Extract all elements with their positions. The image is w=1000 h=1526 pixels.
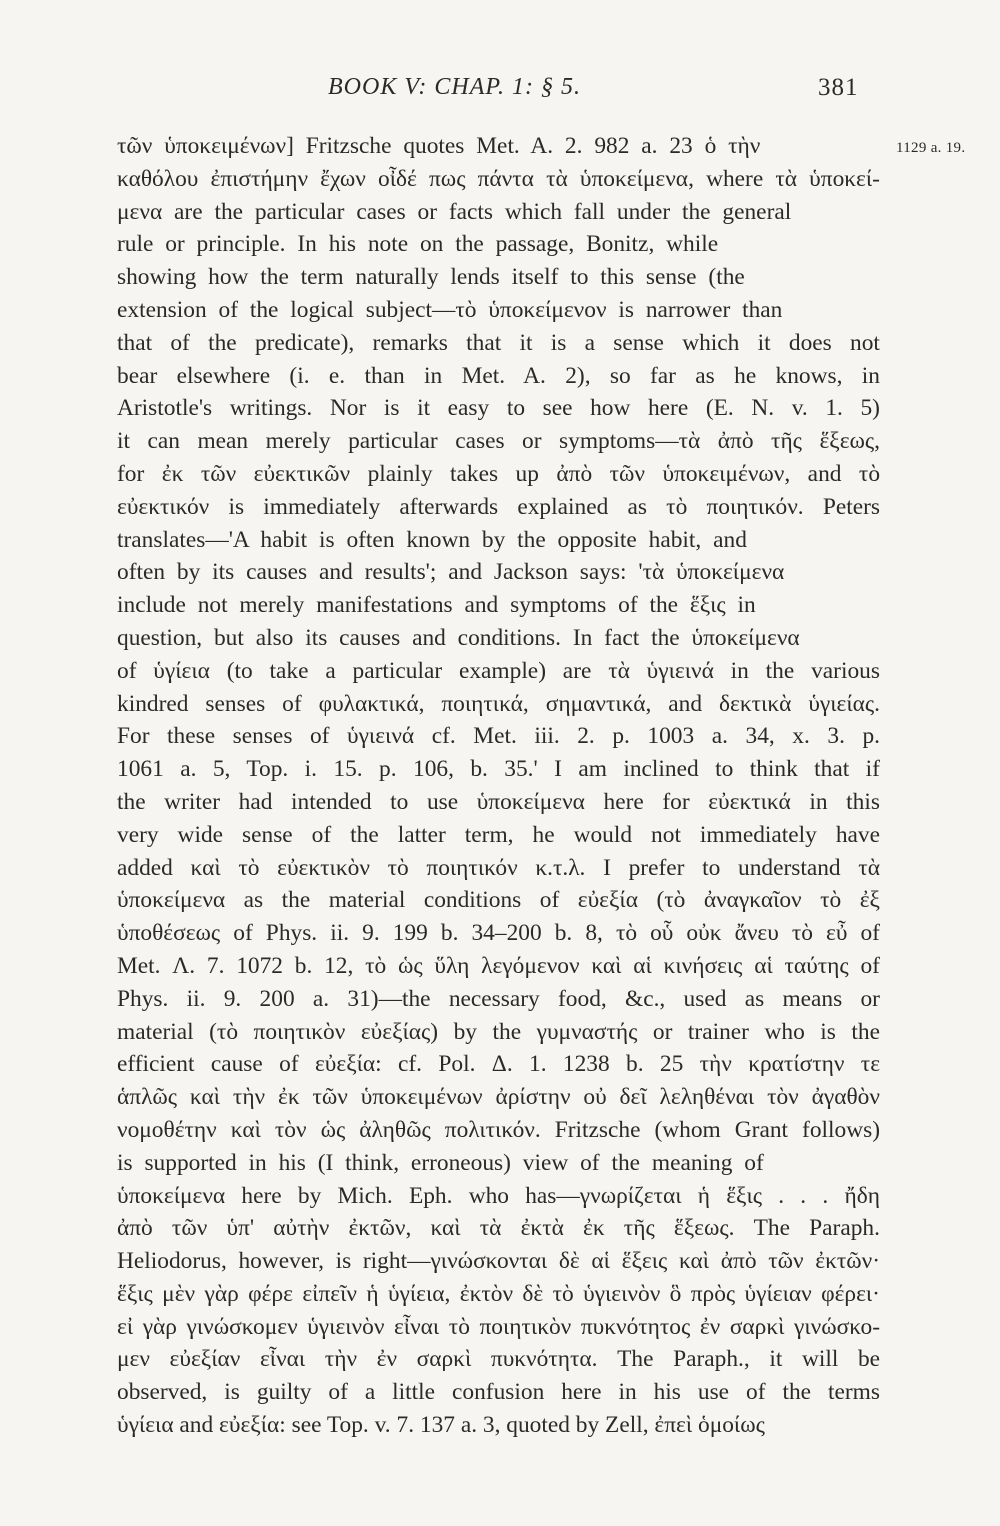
text-line: question, but also its causes and conditions. In fact the ὑποκείμενα xyxy=(117,624,800,651)
text-line: the writer had intended to use ὑποκείμενα here for εὐεκτικά in this xyxy=(117,788,880,815)
text-line: extension of the logical subject—τὸ ὑποκείμενον is narrower than xyxy=(117,296,783,323)
text-line: μενα are the particular cases or facts which fall under the general xyxy=(117,198,792,225)
text-line: εἰ γὰρ γινώσκομεν ὑγιεινὸν εἶναι τὸ ποιητικὸν πυκνότητος ἐν σαρκὶ γινώσκο- xyxy=(117,1313,880,1340)
page-number: 381 xyxy=(818,74,859,101)
text-line: 1061 a. 5, Top. i. 15. p. 106, b. 35.' I am inclined to think that if xyxy=(117,756,880,783)
text-line: showing how the term naturally lends itself to this sense (the xyxy=(117,264,745,291)
text-line: efficient cause of εὐεξία: cf. Pol. Δ. 1. 1238 b. 25 τὴν κρατίστην τε xyxy=(117,1051,881,1078)
text-line: ἁπλῶς καὶ τὴν ἐκ τῶν ὑποκειμένων ἀρίστην οὐ δεῖ λεληθέναι τὸν ἀγαθὸν xyxy=(117,1084,880,1111)
text-line: rule or principle. In his note on the passage, Bonitz, while xyxy=(117,231,719,258)
text-line: very wide sense of the latter term, he would not immediately have xyxy=(117,821,881,848)
text-line: material (τὸ ποιητικὸν εὐεξίας) by the γυμναστής or trainer who is the xyxy=(117,1018,880,1045)
text-line: is supported in his (I think, erroneous) view of the meaning of xyxy=(117,1149,764,1176)
text-line: Heliodorus, however, is right—γινώσκονται δὲ αἱ ἕξεις καὶ ἀπὸ τῶν ἐκτῶν· xyxy=(117,1248,881,1275)
text-line: Phys. ii. 9. 200 a. 31)—the necessary food, &c., used as means or xyxy=(117,985,880,1012)
text-line: ὑποκείμενα as the material conditions of εὐεξία (τὸ ἀναγκαῖον τὸ ἐξ xyxy=(117,887,880,914)
text-line: ἀπὸ τῶν ὑπ' αὐτὴν ἐκτῶν, καὶ τὰ ἐκτὰ ἐκ τῆς ἕξεως. The Paraph. xyxy=(117,1215,880,1242)
text-line: for ἐκ τῶν εὐεκτικῶν plainly takes up ἀπὸ τῶν ὑποκειμένων, and τὸ xyxy=(117,460,881,487)
text-line: μεν εὐεξίαν εἶναι τὴν ἐν σαρκὶ πυκνότητα. The Paraph., it will be xyxy=(117,1346,881,1373)
text-line: added καὶ τὸ εὐεκτικὸν τὸ ποιητικόν κ.τ.λ. I prefer to understand τὰ xyxy=(117,854,880,881)
text-line: kindred senses of φυλακτικά, ποιητικά, σημαντικά, and δεκτικὰ ὑγιείας. xyxy=(117,690,881,717)
text-line: that of the predicate), remarks that it is a sense which it does not xyxy=(117,329,880,356)
text-line: ἕξις μὲν γὰρ φέρε εἰπεῖν ἡ ὑγίεια, ἐκτὸν δὲ τὸ ὑγιεινὸν ὃ πρὸς ὑγίειαν φέρει· xyxy=(117,1280,880,1307)
commentary-text xyxy=(117,130,880,1442)
running-head xyxy=(0,74,1000,108)
text-line: observed, is guilty of a little confusion here in his use of the terms xyxy=(117,1379,880,1406)
text-line: it can mean merely particular cases or symptoms—τὰ ἀπὸ τῆς ἕξεως, xyxy=(117,428,881,455)
margin-reference: 1129 a. 19. xyxy=(896,140,966,156)
text-line: τῶν ὑποκειμένων] Fritzsche quotes Met. A. 2. 982 a. 23 ὁ τὴν xyxy=(117,133,761,159)
text-line: of ὑγίεια (to take a particular example) are τὰ ὑγιεινά in the various xyxy=(117,657,880,684)
text-line: Met. Λ. 7. 1072 b. 12, τὸ ὡς ὕλη λεγόμενον καὶ αἱ κινήσεις αἱ ταύτης of xyxy=(117,952,880,979)
text-line: often by its causes and results'; and Jackson says: 'τὰ ὑποκείμενα xyxy=(117,559,785,586)
text-line: ὑγίεια and εὐεξία: see Top. v. 7. 137 a. 3, quoted by Zell, ἐπεὶ ὁμοίως xyxy=(117,1412,765,1439)
text-line: ὑποκείμενα here by Mich. Eph. who has—γνωρίζεται ἡ ἕξις . . . ἤδη xyxy=(117,1182,880,1209)
text-line: bear elsewhere (i. e. than in Met. A. 2), so far as he knows, in xyxy=(117,362,880,389)
text-line: ὑποθέσεως of Phys. ii. 9. 199 b. 34–200 b. 8, τὸ οὗ οὐκ ἄνευ τὸ εὖ of xyxy=(117,920,880,947)
text-line: εὐεκτικόν is immediately afterwards explained as τὸ ποιητικόν. Peters xyxy=(117,493,880,520)
text-line: include not merely manifestations and symptoms of the ἕξις in xyxy=(117,592,756,619)
text-line: Aristotle's writings. Nor is it easy to see how here (E. N. v. 1. 5) xyxy=(117,395,880,422)
text-line: translates—'A habit is often known by the opposite habit, and xyxy=(117,526,747,553)
text-line: νομοθέτην καὶ τὸν ὡς ἀληθῶς πολιτικόν. Fritzsche (whom Grant follows) xyxy=(117,1116,881,1143)
running-title: BOOK V: CHAP. 1: § 5. xyxy=(328,74,581,100)
text-line: For these senses of ὑγιεινά cf. Met. iii. 2. p. 1003 a. 34, x. 3. p. xyxy=(117,723,881,750)
text-line: καθόλου ἐπιστήμην ἔχων οἶδέ πως πάντα τὰ ὑποκείμενα, where τὰ ὑποκεί- xyxy=(117,165,880,192)
